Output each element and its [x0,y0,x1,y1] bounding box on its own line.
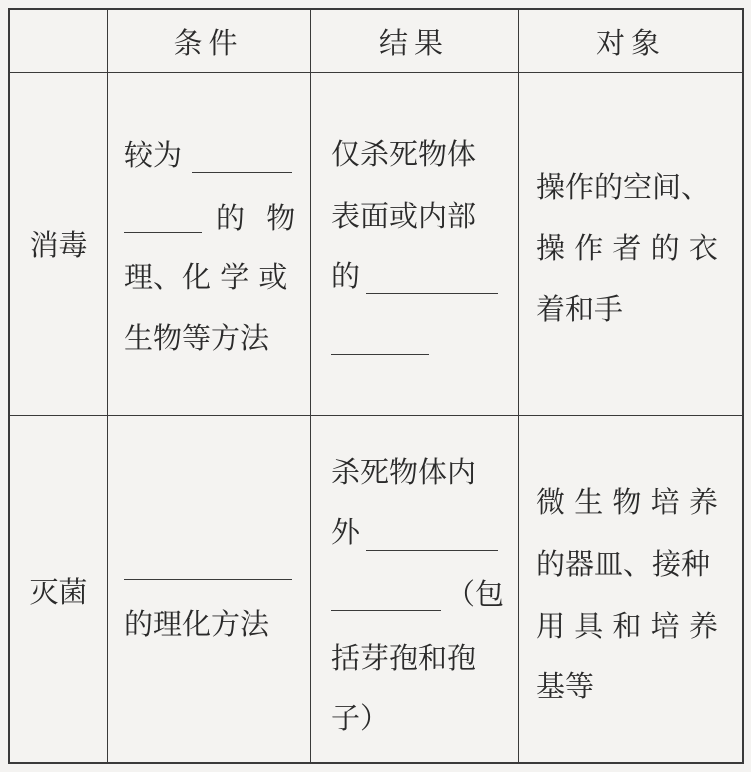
result-line: 外 [331,515,361,549]
row-label-disinfection: 消毒 [29,228,88,262]
object-line: 着和手 [536,292,624,326]
column-divider [518,10,519,762]
row-label-sterilization: 灭菌 [29,575,88,609]
object-line: 基等 [536,669,595,703]
fill-blank [366,293,498,294]
result-line: 表面或内部 [331,199,477,233]
row-divider [10,72,742,73]
fill-blank [124,232,202,233]
condition-line: 的 物 [216,201,302,235]
condition-line: 的理化方法 [124,607,270,641]
condition-line: 理、化 学 或 [124,260,288,294]
condition-line: 生物等方法 [124,321,270,355]
header-object: 对象 [595,25,666,60]
header-condition: 条件 [173,25,244,60]
fill-blank [366,550,498,551]
result-line: （包 [446,577,505,611]
header-empty [10,10,107,72]
row-divider [10,415,742,416]
fill-blank [331,354,429,355]
object-line: 操作的空间、 [536,170,711,204]
result-line: 括芽孢和孢 [331,641,477,675]
answer-table [8,8,744,764]
column-divider [107,10,108,762]
column-divider [310,10,311,762]
fill-blank [192,172,292,173]
result-line: 子） [331,701,390,735]
result-line: 的 [331,259,361,293]
condition-line: 较为 [124,138,183,172]
result-line: 杀死物体内 [331,455,477,489]
fill-blank [124,579,292,580]
result-line: 仅杀死物体 [331,137,477,171]
object-line: 微 生 物 培 养 [536,485,718,519]
fill-blank [331,610,441,611]
object-line: 操 作 者 的 衣 [536,231,718,265]
header-result: 结果 [378,25,449,60]
object-line: 用 具 和 培 养 [536,609,718,643]
object-line: 的器皿、接种 [536,547,711,581]
